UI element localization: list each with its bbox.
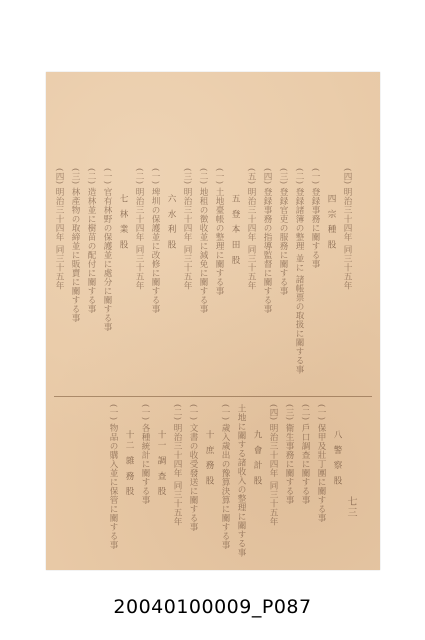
section-heading: 五 登 本 田 股 (230, 194, 240, 266)
text-column: (三) 林產物の取締並に販賣に關する事 (70, 168, 80, 323)
text-column: (二) 明治三十四年 同三十五年 (172, 404, 182, 526)
text-column: (四) 明治三十四年 同三十五年 (342, 168, 352, 290)
section-heading: 七 林 業 股 (118, 194, 128, 251)
text-column: (三) 登録官吏の服務に關する事 (278, 168, 288, 296)
section-heading: 十 庶 務 股 (204, 430, 214, 487)
text-column: (二) 造林並に樹苗の配付に關する事 (86, 168, 96, 314)
text-column: (一) 官有林野の保護並に處分に關する事 (102, 168, 112, 332)
lower-text-block (107, 404, 342, 614)
text-column: (一) 土地臺帳の整理に關する事 (214, 168, 224, 296)
section-heading: 十一 調 查 股 (156, 430, 166, 498)
text-column: (五) 明治三十四年 同三十五年 (246, 168, 256, 290)
document-sheet (46, 72, 380, 570)
section-heading: 十二 雜 務 股 (124, 430, 134, 498)
text-column: (一) 登録事務に關する事 (310, 168, 320, 269)
text-column: (四) 明治三十四年 同三十五年 (268, 404, 278, 526)
text-column: (一) 各種統計に關する事 (140, 404, 150, 505)
section-heading: 六 水 利 股 (166, 194, 176, 251)
text-column: (三) 衛生事務に關する事 (284, 404, 294, 505)
text-column: (四) 登録事務の指導監督に關する事 (262, 168, 272, 314)
text-column: (一) 物品の購入並に保管に關する事 (108, 404, 118, 550)
image-caption: 20040100009_P087 (113, 596, 312, 618)
text-column: (一) 文書の收受發送に關する事 (188, 404, 198, 532)
text-column: (一) 埤圳の保護並に改修に關する事 (150, 168, 160, 314)
section-divider (54, 396, 372, 397)
text-column: (一) 保甲及壯丁團に關する事 (316, 404, 326, 523)
section-heading: 四 宗 種 股 (326, 194, 336, 251)
section-heading: 九 會 計 股 (252, 430, 262, 487)
text-column: (二) 戶口調查に關する事 (300, 404, 310, 505)
text-column: (二) 明治三十四年 同三十五年 (134, 168, 144, 290)
text-column: (一) 歲入歲出の豫算決算に關する事 (220, 404, 230, 550)
page-number: 七三 (345, 496, 356, 518)
upper-text-block (53, 168, 352, 390)
text-column: (二) 登録諸簿の整理 並に 諸帳票の取扱に關する事 (294, 168, 304, 374)
text-column: (二) 地租の徴收並に減免に關する事 (198, 168, 208, 314)
text-column: (三) 明治三十四年 同三十五年 (182, 168, 192, 290)
section-heading: 八 警 察 股 (332, 430, 342, 487)
text-column: 土地に關する諸收入の整理に關する事 (236, 404, 246, 557)
text-column: (四) 明治三十四年 同三十五年 (54, 168, 64, 290)
